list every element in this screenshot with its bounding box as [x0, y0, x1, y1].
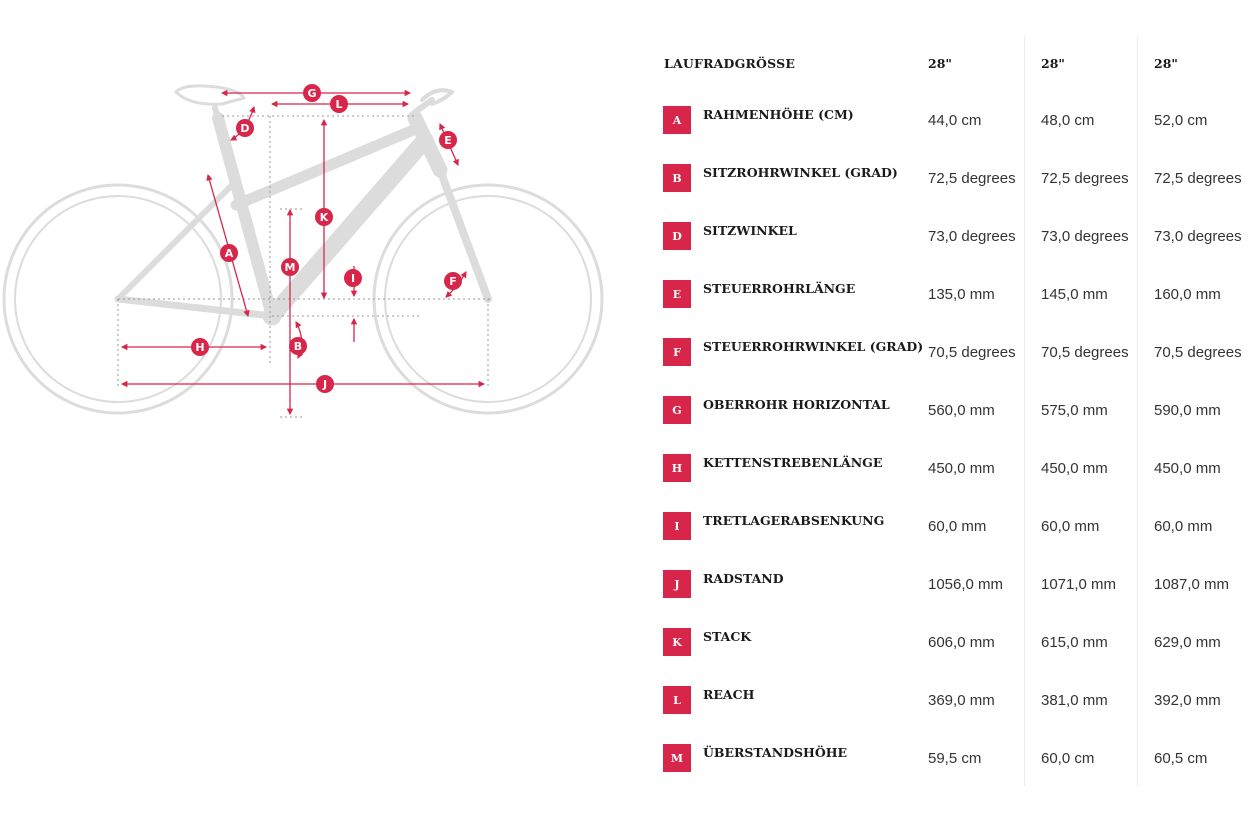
size-column-1: 28" — [928, 56, 952, 71]
row-value: 160,0 mm — [1154, 285, 1221, 303]
row-value: 450,0 mm — [1041, 459, 1108, 477]
svg-text:B: B — [293, 340, 303, 353]
saddle — [176, 86, 244, 104]
row-value: 60,5 cm — [1154, 749, 1208, 767]
row-value: 450,0 mm — [1154, 459, 1221, 477]
row-value: 590,0 mm — [1154, 401, 1221, 419]
row-value: 450,0 mm — [928, 459, 995, 477]
svg-text:E: E — [444, 134, 452, 147]
row-value: 70,5 degrees — [928, 343, 1016, 361]
svg-text:L: L — [335, 98, 343, 111]
bike-frame — [4, 86, 602, 413]
row-label: STEUERROHRLÄNGE — [703, 280, 856, 296]
row-label: TRETLAGERABSENKUNG — [703, 512, 885, 528]
marker-f — [444, 272, 462, 290]
row-label: SITZROHRWINKEL (GRAD) — [703, 164, 898, 180]
svg-text:H: H — [195, 341, 205, 354]
marker-h — [191, 338, 209, 356]
row-value: 392,0 mm — [1154, 691, 1221, 709]
row-key-badge: F — [663, 338, 691, 366]
marker-m — [281, 258, 299, 276]
table-row — [660, 207, 1250, 265]
table-row — [660, 265, 1250, 323]
marker-e — [439, 131, 457, 149]
marker-g — [303, 84, 321, 102]
row-value: 615,0 mm — [1041, 633, 1108, 651]
row-value: 60,0 mm — [1041, 517, 1100, 535]
svg-text:D: D — [240, 122, 250, 135]
table-row — [660, 149, 1250, 207]
table-row — [660, 439, 1250, 497]
stem — [415, 100, 432, 112]
row-label: RAHMENHÖHE (CM) — [703, 106, 854, 122]
row-label: ÜBERSTANDSHÖHE — [703, 744, 848, 760]
row-key-badge: B — [663, 164, 691, 192]
row-key-badge: G — [663, 396, 691, 424]
row-label: OBERROHR HORIZONTAL — [703, 396, 890, 412]
row-label: STACK — [703, 628, 752, 644]
row-value: 60,0 cm — [1041, 749, 1095, 767]
row-value: 135,0 mm — [928, 285, 995, 303]
svg-text:J: J — [322, 378, 328, 391]
row-value: 70,5 degrees — [1041, 343, 1129, 361]
row-label: SITZWINKEL — [703, 222, 797, 238]
marker-d — [236, 119, 254, 137]
table-row — [660, 323, 1250, 381]
row-value: 73,0 degrees — [1041, 227, 1129, 245]
chain-stay — [118, 299, 272, 316]
row-value: 73,0 degrees — [1154, 227, 1242, 245]
seat-stay — [118, 185, 232, 299]
row-value: 60,0 mm — [928, 517, 987, 535]
row-value: 629,0 mm — [1154, 633, 1221, 651]
row-value: 59,5 cm — [928, 749, 982, 767]
marker-a — [220, 244, 238, 262]
table-row — [660, 555, 1250, 613]
table-row — [660, 729, 1250, 787]
row-value: 52,0 cm — [1154, 111, 1208, 129]
row-key-badge: D — [663, 222, 691, 250]
row-value: 575,0 mm — [1041, 401, 1108, 419]
row-key-badge: M — [663, 744, 691, 772]
row-value: 73,0 degrees — [928, 227, 1016, 245]
row-value: 72,5 degrees — [928, 169, 1016, 187]
marker-l — [330, 95, 348, 113]
svg-text:K: K — [319, 211, 329, 224]
row-value: 44,0 cm — [928, 111, 982, 129]
row-value: 606,0 mm — [928, 633, 995, 651]
marker-i — [344, 269, 362, 287]
table-row — [660, 613, 1250, 671]
row-key-badge: H — [663, 454, 691, 482]
row-label: RADSTAND — [703, 570, 784, 586]
table-header-row — [660, 36, 1250, 91]
marker-k — [315, 208, 333, 226]
row-value: 145,0 mm — [1041, 285, 1108, 303]
row-value: 1071,0 mm — [1041, 575, 1117, 593]
table-row — [660, 381, 1250, 439]
row-value: 60,0 mm — [1154, 517, 1213, 535]
row-value: 72,5 degrees — [1041, 169, 1129, 187]
geometry-table — [660, 36, 1250, 787]
row-value: 560,0 mm — [928, 401, 995, 419]
svg-text:I: I — [350, 272, 356, 285]
svg-text:G: G — [307, 87, 317, 100]
size-column-2: 28" — [1041, 56, 1065, 71]
row-key-badge: K — [663, 628, 691, 656]
seat-tube — [218, 118, 272, 316]
svg-text:A: A — [224, 247, 234, 260]
row-key-badge: A — [663, 106, 691, 134]
row-value: 72,5 degrees — [1154, 169, 1242, 187]
row-value: 369,0 mm — [928, 691, 995, 709]
row-value: 70,5 degrees — [1154, 343, 1242, 361]
row-value: 381,0 mm — [1041, 691, 1108, 709]
svg-text:F: F — [449, 275, 457, 288]
top-tube — [236, 128, 418, 205]
row-label: STEUERROHRWINKEL (GRAD) — [703, 338, 924, 354]
svg-text:M: M — [284, 261, 296, 274]
wheel-size-label: LAUFRADGRÖSSE — [664, 56, 796, 71]
size-column-3: 28" — [1154, 56, 1178, 71]
row-label: KETTENSTREBENLÄNGE — [703, 454, 883, 470]
row-value: 48,0 cm — [1041, 111, 1095, 129]
down-tube — [272, 140, 425, 316]
marker-j — [316, 375, 334, 393]
table-row — [660, 497, 1250, 555]
row-value: 1087,0 mm — [1154, 575, 1230, 593]
table-row — [660, 91, 1250, 149]
bike-geometry-diagram — [0, 60, 620, 440]
marker-b — [289, 337, 307, 355]
row-label: REACH — [703, 686, 755, 702]
row-value: 1056,0 mm — [928, 575, 1004, 593]
row-key-badge: E — [663, 280, 691, 308]
row-key-badge: I — [663, 512, 691, 540]
row-key-badge: L — [663, 686, 691, 714]
row-key-badge: J — [663, 570, 691, 598]
table-row — [660, 671, 1250, 729]
